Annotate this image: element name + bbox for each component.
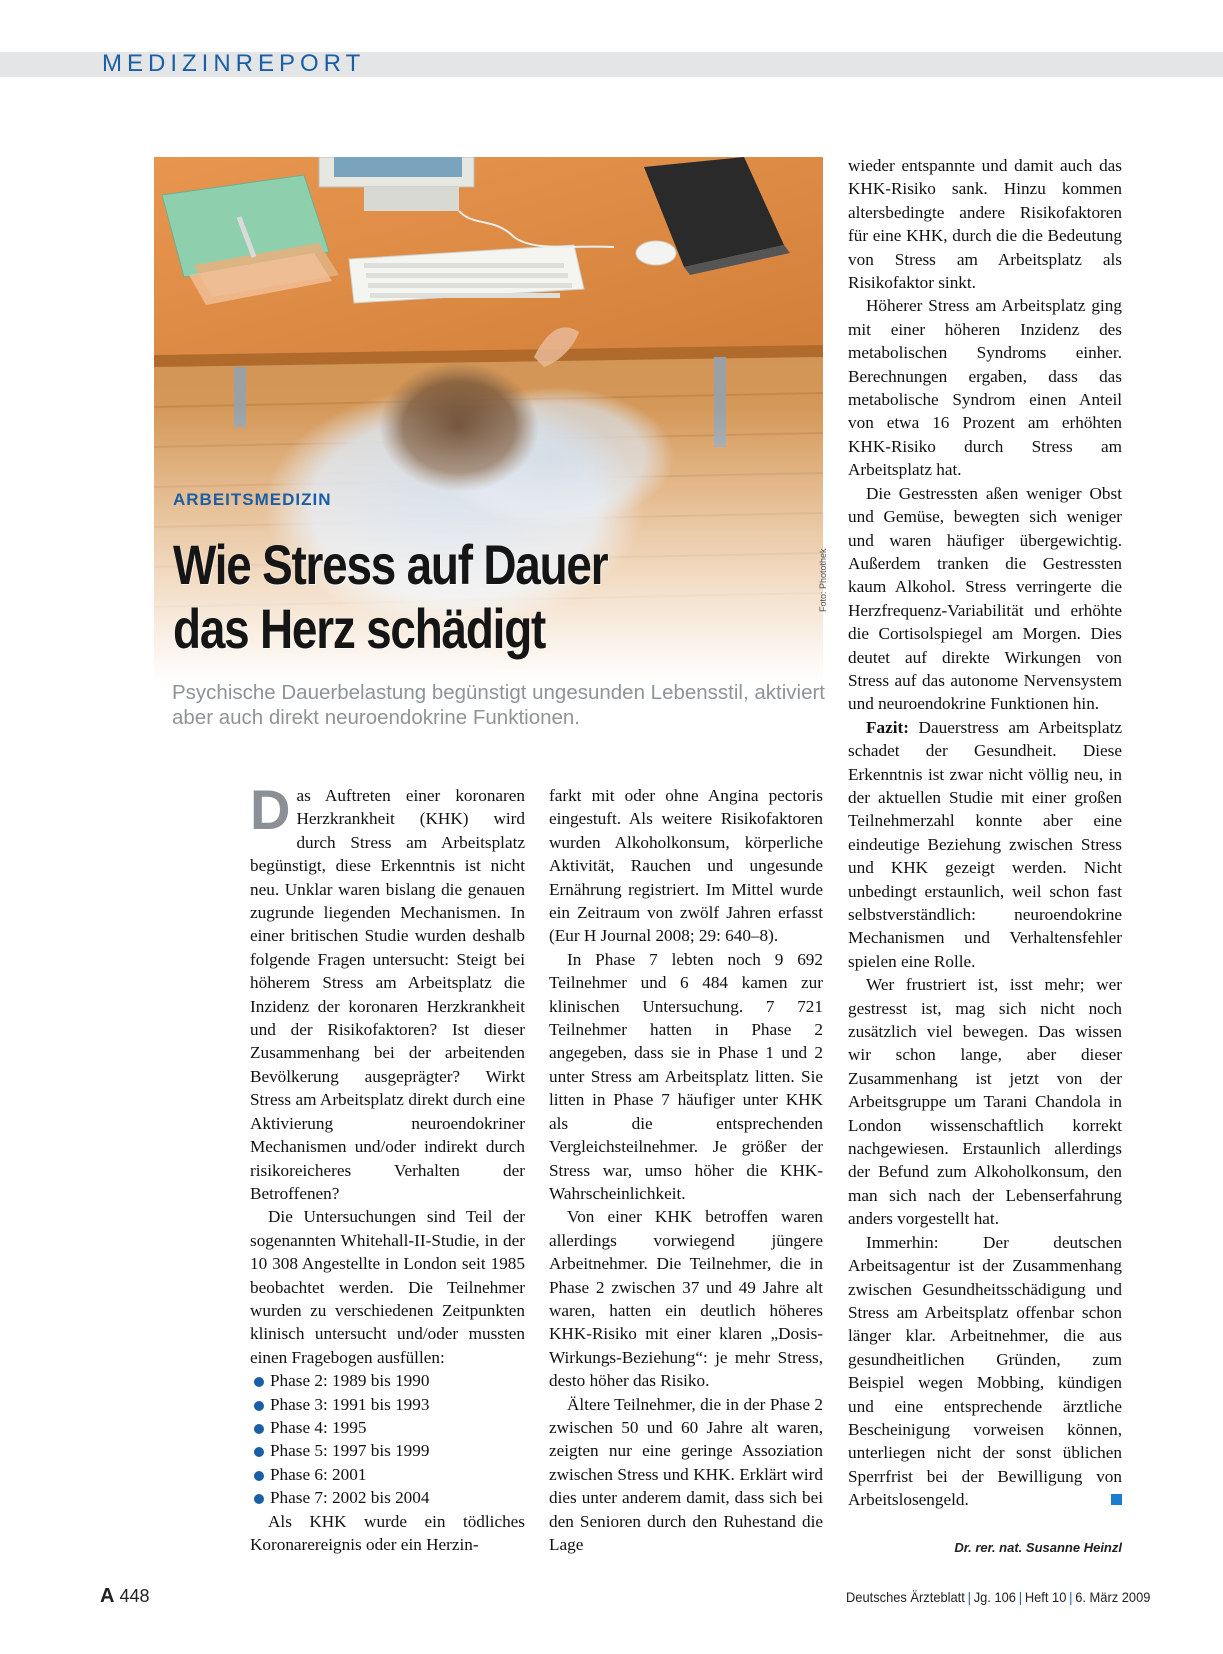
separator: | bbox=[1018, 1589, 1023, 1605]
list-item: Phase 7: 2002 bis 2004 bbox=[270, 1486, 525, 1509]
paragraph: In Phase 7 lebten noch 9 692 Teilnehmer und 6 484 kamen zur klinischen Untersuchung. 7 721 Teilnehmer hatten in Phase 2 angegeben, dass sie in Phase 1 und 2 unter Stress am Arbeitsplatz litten. Sie litten in Phase 7 häufiger unter KHK als die entsprechenden Vergleichsteilnehmer. Je größer der Stress war, umso höher die KHK-Wahrscheinlichkeit. bbox=[549, 949, 823, 1203]
paragraph: farkt mit oder ohne Angina pectoris eingestuft. Als weitere Risikofaktoren wurden Alkoholkonsum, körperliche Aktivität, Rauchen und ungesunde Ernährung registriert. Im Mittel wurde ein Zeitraum von zwölf Jahren erfasst (Eur H Journal 2008; 29: 640–8). bbox=[549, 786, 823, 946]
paragraph: Ältere Teilnehmer, die in der Phase 2 zwischen 50 und 60 Jahre alt waren, zeigten nur eine geringe Assoziation zwischen Stress und KHK. Erklärt wird dies unter anderem damit, dass sich bei den Senioren durch den Ruhestand die Lage bbox=[549, 1394, 823, 1554]
paragraph: Als KHK wurde ein tödliches Koronarereignis oder ein Herzin- bbox=[250, 1511, 525, 1554]
journal-name: Deutsches Ärzteblatt bbox=[846, 1589, 965, 1605]
headline-line-1: Wie Stress auf Dauer bbox=[173, 533, 608, 596]
journal-issue: Heft 10 bbox=[1024, 1589, 1067, 1605]
fazit-label: Fazit: bbox=[866, 717, 909, 737]
article-subhead: Psychische Dauerbelastung begünstigt ungesunden Lebensstil, aktiviert aber auch direkt neuroendokrine Funktionen. bbox=[172, 681, 825, 729]
list-item: Phase 3: 1991 bis 1993 bbox=[270, 1393, 525, 1416]
list-item: Phase 2: 1989 bis 1990 bbox=[270, 1369, 525, 1392]
article-column-1 bbox=[250, 778, 525, 1556]
phase-list bbox=[250, 1369, 525, 1509]
article-column-2 bbox=[549, 784, 823, 1556]
paragraph: Die Gestressten aßen weniger Obst und Gemüse, bewegten sich weniger und waren häufiger übergewichtig. Außerdem tranken die Gestressten kaum Alkohol. Stress verringerte die Herzfrequenz-Variabilität und erhöhte die Cortisolspiegel am Morgen. Dies deutet auf direkte Wirkungen von Stress auf das autonome Nervensystem und neuroendokrine Funktionen hin. bbox=[848, 483, 1122, 714]
paragraph: Von einer KHK betroffen waren allerdings vorwiegend jüngere Arbeitnehmer. Die Teilnehmer, die in Phase 2 zwischen 37 und 49 Jahre alt waren, hatten ein deutlich höheres KHK-Risiko mit einer klaren „Dosis-Wirkungs-Beziehung“: je mehr Stress, desto höher das Risiko. bbox=[549, 1207, 823, 1391]
article-kicker: ARBEITSMEDIZIN bbox=[173, 490, 332, 509]
paragraph: Die Untersuchungen sind Teil der sogenannten Whitehall-II-Studie, in der 10 308 Angestellte in London seit 1985 beobachtet werden. Die Teilnehmer wurden zu verschiedenen Zeitpunkten klinisch untersucht und/oder mussten einen Fragebogen ausfüllen: bbox=[250, 1207, 525, 1367]
end-mark-icon bbox=[1111, 1494, 1122, 1505]
journal-date: 6. März 2009 bbox=[1075, 1589, 1151, 1605]
author-byline: Dr. rer. nat. Susanne Heinzl bbox=[954, 1540, 1122, 1555]
list-item: Phase 5: 1997 bis 1999 bbox=[270, 1439, 525, 1462]
journal-footer bbox=[846, 1589, 1151, 1605]
paragraph: Fazit: Dauerstress am Arbeitsplatz schadet der Gesundheit. Diese Erkenntnis ist zwar nicht völlig neu, in der aktuellen Studie mit einer großen Teilnehmerzahl konnte aber eine eindeutige Beziehung zwischen Stress und KHK gezeigt werden. Nicht unbedingt erstaunlich, weil schon fast selbstverständlich: neuroendokrine Mechanismen und Verhaltensfehler spielen eine Rolle. bbox=[848, 717, 1122, 971]
paragraph: Das Auftreten einer koronaren Herzkrankheit (KHK) wird durch Stress am Arbeitsplatz begünstigt, diese Erkenntnis ist nicht neu. Unklar waren bislang die genauen zugrunde liegenden Mechanismen. In einer britischen Studie wurden deshalb folgende Fragen untersucht: Steigt bei höherem Stress am Arbeitsplatz die Inzidenz der koronaren Herzkrankheit und der Risikofaktoren? Ist dieser Zusammenhang bei der arbeitenden Bevölkerung ausgeprägter? Wirkt Stress am Arbeitsplatz direkt durch eine Aktivierung neuroendokriner Mechanismen und/oder indirekt durch risikoreicheres Verhalten der Betroffenen? bbox=[250, 778, 525, 1203]
paragraph: Immerhin: Der deutschen Arbeitsagentur ist der Zusammenhang zwischen Gesundheitsschädigung und Stress am Arbeitsplatz offenbar schon länger klar. Arbeitnehmer, die aus gesundheitlichen Gründen, zum Beispiel wegen Mobbing, kündigen und eine entsprechende ärztliche Bescheinigung vorweisen können, unterliegen nicht der sonst üblichen Sperrfrist bei der Bewilligung von Arbeitslosengeld. bbox=[848, 1232, 1122, 1510]
article-headline bbox=[173, 533, 632, 661]
section-label: MEDIZINREPORT bbox=[102, 50, 366, 77]
drop-cap: D bbox=[250, 778, 291, 841]
paragraph: Wer frustriert ist, isst mehr; wer gestresst ist, mag sich nicht noch zusätzlich viel bewegen. Das wissen wir schon lange, aber dieser Zusammenhang ist jetzt von der Arbeitsgruppe um Tarani Chandola in London wissenschaftlich korrekt nachgewiesen. Erstaunlich allerdings der Befund zum Alkoholkonsum, den man sich nach der Lebenserfahrung anders vorgestellt hat. bbox=[848, 975, 1122, 1229]
journal-volume: Jg. 106 bbox=[973, 1589, 1016, 1605]
paragraph: Höherer Stress am Arbeitsplatz ging mit einer höheren Inzidenz des metabolischen Syndroms einher. Berechnungen ergaben, dass das metabolische Syndrom einen Anteil von etwa 16 Prozent am erhöhten KHK-Risiko durch Stress am Arbeitsplatz hat. bbox=[848, 296, 1122, 480]
article-column-3 bbox=[848, 154, 1122, 1512]
headline-line-2: das Herz schädigt bbox=[173, 597, 546, 660]
separator: | bbox=[1069, 1589, 1073, 1605]
list-item: Phase 4: 1995 bbox=[270, 1416, 525, 1439]
page-number: A 448 bbox=[100, 1585, 150, 1607]
separator: | bbox=[967, 1589, 971, 1605]
list-item: Phase 6: 2001 bbox=[270, 1463, 525, 1486]
paragraph: wieder entspannte und damit auch das KHK-Risiko sank. Hinzu kommen altersbedingte andere Risikofaktoren für eine KHK, durch die die Bedeutung von Stress am Arbeitsplatz als Risikofaktor sinkt. bbox=[848, 156, 1122, 293]
photo-credit: Foto: Photothek bbox=[818, 548, 828, 612]
